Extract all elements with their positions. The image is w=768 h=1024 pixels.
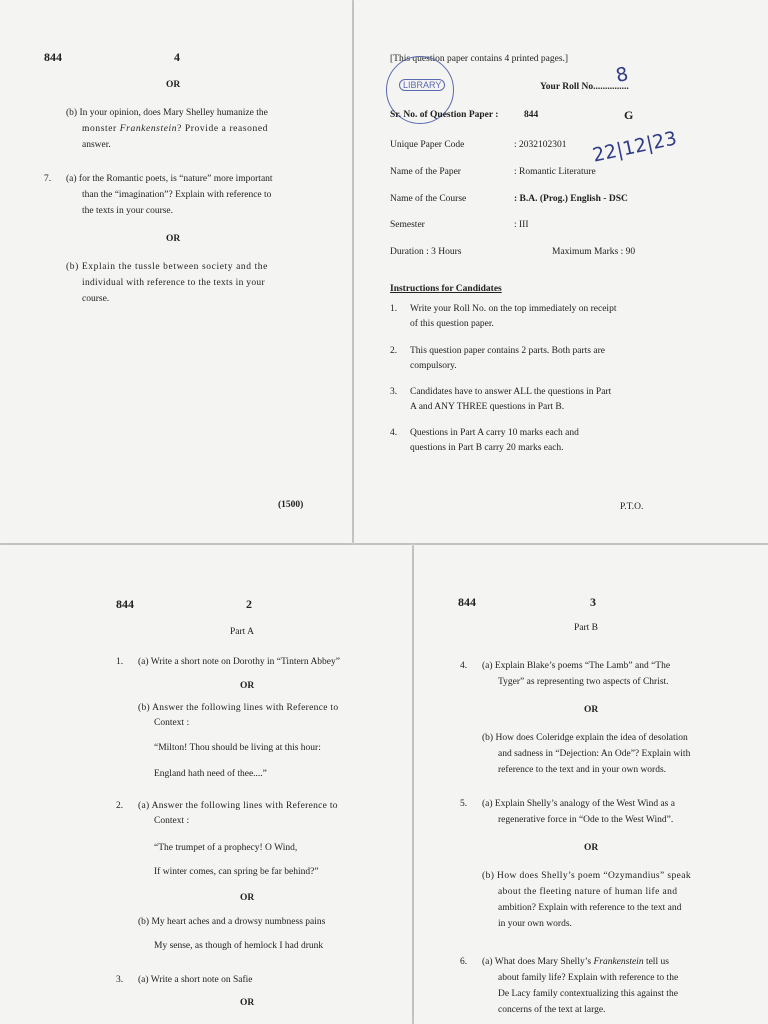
question-5b-line: ambition? Explain with reference to the text and [498, 903, 682, 913]
question-7b-line: individual with reference to the texts in your [82, 278, 265, 288]
quote-line: “Milton! Thou should be living at this hour: [154, 743, 321, 753]
question-1b-line: Context : [154, 718, 190, 728]
question-7b-line: (b) Explain the tussle between society and the [66, 262, 268, 272]
quote-line: England hath need of thee....” [154, 769, 267, 779]
paper-number: 844 [44, 50, 62, 64]
question-4b-line: reference to the text and in your own words. [498, 765, 667, 775]
exam-page-4 [0, 0, 352, 543]
instruction-text: questions in Part B carry 20 marks each. [410, 443, 564, 453]
question-3a: (a) Write a short note on Safie [138, 975, 253, 985]
exam-page-1 [354, 0, 768, 543]
question-2b-line: (b) My heart aches and a drowsy numbness pains [138, 917, 326, 927]
serial-value: 844 [524, 110, 539, 120]
question-4b-line: and sadness in “Dejection: An Ode”? Explain with [498, 749, 691, 759]
instruction-text: Questions in Part A carry 10 marks each and [410, 428, 579, 438]
please-turn-over: P.T.O. [620, 502, 644, 512]
or-separator: OR [240, 681, 255, 691]
copies-count: (1500) [278, 500, 304, 510]
instruction-text: of this question paper. [410, 319, 494, 329]
question-2a-line: Context : [154, 816, 190, 826]
question-4a-line: (a) Explain Blake’s poems “The Lamb” and “The [482, 661, 671, 671]
instruction-text: This question paper contains 2 parts. Both parts are [410, 346, 605, 356]
instruction-text: compulsory. [410, 361, 457, 371]
roll-number-label: Your Roll No............... [540, 82, 629, 92]
question-number: 4. [460, 661, 468, 671]
duration: Duration : 3 Hours [390, 247, 462, 257]
paper-number: 844 [458, 595, 476, 609]
instruction-text: Candidates have to answer ALL the questions in Part [410, 387, 612, 397]
exam-page-3 [414, 545, 768, 1024]
detail-value: : III [514, 220, 529, 230]
question-7a-line: than the “imagination”? Explain with reference to [82, 190, 272, 200]
question-5b-line: about the fleeting nature of human life and [498, 887, 678, 897]
instruction-text: Write your Roll No. on the top immediately on receipt [410, 304, 617, 314]
detail-label: Semester [390, 220, 425, 230]
question-6a-line: (a) What does Mary Shelly’s Frankenstein tell us [482, 957, 669, 967]
question-6a-line: about family life? Explain with reference to the [498, 973, 679, 983]
or-separator: OR [584, 705, 599, 715]
question-number: 6. [460, 957, 468, 967]
question-7a-line: the texts in your course. [82, 206, 174, 216]
question-2b-line: My sense, as though of hemlock I had drunk [154, 941, 324, 951]
serial-label: Sr. No. of Question Paper : [390, 110, 499, 120]
part-title: Part B [574, 623, 599, 633]
or-separator: OR [240, 998, 255, 1008]
detail-label: Name of the Paper [390, 167, 461, 177]
question-1b-line: (b) Answer the following lines with Reference to [138, 703, 339, 713]
instruction-number: 4. [390, 428, 398, 438]
instruction-number: 1. [390, 304, 398, 314]
maximum-marks: Maximum Marks : 90 [552, 247, 636, 257]
quote-line: “The trumpet of a prophecy! O Wind, [154, 843, 298, 853]
question-1a: (a) Write a short note on Dorothy in “Tintern Abbey” [138, 657, 340, 667]
instructions-title: Instructions for Candidates [390, 284, 502, 294]
or-separator: OR [240, 893, 255, 903]
pages-note: [This question paper contains 4 printed pages.] [390, 54, 569, 64]
detail-value: : Romantic Literature [514, 167, 596, 177]
handwritten-date: 22|12|23 [590, 127, 679, 167]
question-6a-line: De Lacy family contextualizing this against the [498, 989, 678, 999]
instruction-number: 3. [390, 387, 398, 397]
instruction-text: A and ANY THREE questions in Part B. [410, 402, 565, 412]
page-number: 3 [590, 595, 596, 609]
page-number: 4 [174, 50, 180, 64]
question-5a-line: regenerative force in “Ode to the West Wind”. [498, 815, 674, 825]
detail-value: : B.A. (Prog.) English - DSC [514, 194, 628, 204]
question-5a-line: (a) Explain Shelly’s analogy of the West Wind as a [482, 799, 675, 809]
handwritten-roll: 8 [613, 62, 631, 88]
exam-page-2 [0, 545, 412, 1024]
question-number: 2. [116, 801, 124, 811]
question-6b-line: (b) In your opinion, does Mary Shelley humanize the [66, 108, 268, 118]
question-6b-line: monster Frankenstein? Provide a reasoned [82, 124, 268, 134]
question-5b-line: (b) How does Shelly’s poem “Ozymandius” speak [482, 871, 692, 881]
page-number: 2 [246, 597, 252, 611]
question-number: 5. [460, 799, 468, 809]
instruction-number: 2. [390, 346, 398, 356]
detail-label: Unique Paper Code [390, 140, 465, 150]
set-letter: G [624, 108, 634, 122]
question-2a-line: (a) Answer the following lines with Reference to [138, 801, 338, 811]
or-separator: OR [166, 234, 181, 244]
part-title: Part A [230, 627, 255, 637]
quote-line: If winter comes, can spring be far behind?” [154, 867, 319, 877]
or-separator: OR [166, 80, 181, 90]
question-4a-line: Tyger” as representing two aspects of Christ. [498, 677, 669, 687]
question-6a-line: concerns of the text at large. [498, 1005, 606, 1015]
question-number: 3. [116, 975, 124, 985]
question-number: 7. [44, 174, 52, 184]
detail-value: : 2032102301 [514, 140, 567, 150]
question-4b-line: (b) How does Coleridge explain the idea of desolation [482, 733, 688, 743]
detail-label: Name of the Course [390, 194, 467, 204]
question-7a-line: (a) for the Romantic poets, is “nature” more important [66, 174, 273, 184]
question-number: 1. [116, 657, 124, 667]
question-5b-line: in your own words. [498, 919, 572, 929]
question-7b-line: course. [82, 294, 110, 304]
paper-number: 844 [116, 597, 134, 611]
question-6b-line: answer. [82, 140, 111, 150]
or-separator: OR [584, 843, 599, 853]
stamp-label: LIBRARY [399, 79, 445, 91]
